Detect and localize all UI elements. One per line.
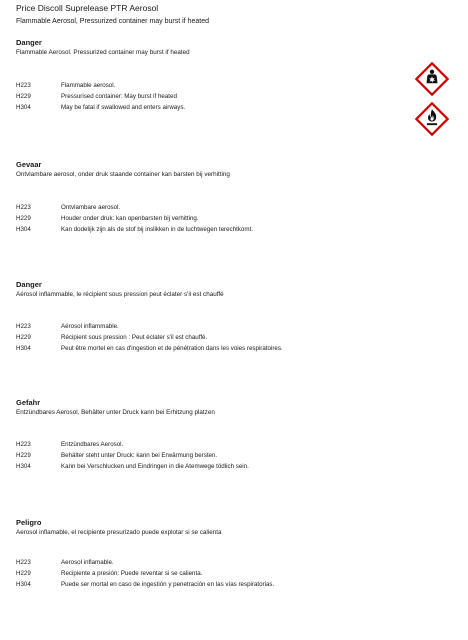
hazard-code: H304 <box>16 345 31 352</box>
hazard-statement <box>16 80 416 91</box>
section-summary: Entzündbares Aerosol, Behälter unter Druck kann bei Erhitzung platzen <box>16 409 215 416</box>
hazard-code: H229 <box>16 215 31 222</box>
hazard-text: Kan dodelijk zijn als de stof bij inslikken in de luchtwegen terechtkomt. <box>61 226 253 233</box>
hazard-code: H304 <box>16 463 31 470</box>
section-french <box>16 280 416 354</box>
hazard-text: Aerosol inflamable. <box>61 559 114 566</box>
hazard-text: Peut être mortel en cas d'ingestion et de pénétration dans les voies respiratoires. <box>61 345 283 352</box>
ghs08-health-hazard-icon <box>415 62 449 96</box>
hazard-statement-list <box>16 80 416 113</box>
section-english <box>16 38 416 113</box>
hazard-statement <box>16 332 416 343</box>
hazard-code: H223 <box>16 82 31 89</box>
document-title: Price Discoll Suprelease PTR Aerosol <box>16 3 159 13</box>
hazard-code: H304 <box>16 581 31 588</box>
hazard-statement-list <box>16 321 416 354</box>
hazard-text: Kann bei Verschlucken und Eindringen in die Atemwege tödlich sein. <box>61 463 249 470</box>
hazard-text: Recipiente a presión: Puede reventar si se calienta. <box>61 570 203 577</box>
hazard-code: H229 <box>16 570 31 577</box>
section-heading: Gefahr <box>16 398 41 407</box>
hazard-text: Behälter steht unter Druck: kann bei Erwärmung bersten. <box>61 452 218 459</box>
ghs02-flame-icon <box>415 102 449 136</box>
hazard-statement <box>16 568 416 579</box>
hazard-statement-list <box>16 202 416 235</box>
hazard-statement <box>16 321 416 332</box>
hazard-statement <box>16 224 416 235</box>
hazard-statement <box>16 461 416 472</box>
section-summary: Aérosol inflammable, le récipient sous pression peut éclater s'il est chauffé <box>16 291 224 298</box>
section-heading: Danger <box>16 38 42 47</box>
ghs-pictograms <box>415 62 451 142</box>
hazard-text: Houder onder druk: kan openbarsten bij verhitting. <box>61 215 199 222</box>
section-summary: Aerosol inflamable, el recipiente presurizado puede explotar si se calienta <box>16 529 222 536</box>
hazard-statement <box>16 91 416 102</box>
hazard-code: H223 <box>16 323 31 330</box>
hazard-statement-list <box>16 439 416 472</box>
hazard-text: Ontvlambare aerosol. <box>61 204 121 211</box>
section-summary: Ontvlambare aerosol, onder druk staande container kan barsten bij verhitting <box>16 171 230 178</box>
section-heading: Gevaar <box>16 160 42 169</box>
hazard-text: Puede ser mortal en caso de ingestión y penetración en las vías respiratorias. <box>61 581 275 588</box>
section-dutch <box>16 160 416 235</box>
hazard-code: H229 <box>16 334 31 341</box>
hazard-code: H229 <box>16 93 31 100</box>
hazard-code: H229 <box>16 452 31 459</box>
section-heading: Peligro <box>16 518 42 527</box>
hazard-code: H223 <box>16 441 31 448</box>
hazard-code: H304 <box>16 104 31 111</box>
section-summary: Flammable Aerosol. Pressurized container may burst if heated <box>16 49 190 56</box>
hazard-statement <box>16 102 416 113</box>
hazard-text: Flammable aerosol. <box>61 82 116 89</box>
hazard-text: May be fatal if swallowed and enters airways. <box>61 104 186 111</box>
hazard-text: Récipient sous pression : Peut éclater s'il est chauffé. <box>61 334 208 341</box>
hazard-statement <box>16 202 416 213</box>
hazard-code: H304 <box>16 226 31 233</box>
document-subtitle: Flammable Aerosol, Pressurized container may burst if heated <box>16 18 209 25</box>
section-heading: Danger <box>16 280 42 289</box>
hazard-code: H223 <box>16 204 31 211</box>
hazard-statement <box>16 450 416 461</box>
hazard-text: Pressurised container: May burst if heated <box>61 93 177 100</box>
hazard-statement <box>16 213 416 224</box>
hazard-code: H223 <box>16 559 31 566</box>
hazard-statement-list <box>16 557 416 590</box>
hazard-text: Entzündbares Aerosol. <box>61 441 124 448</box>
hazard-text: Aérosol inflammable. <box>61 323 119 330</box>
section-german <box>16 398 416 472</box>
section-spanish <box>16 518 416 590</box>
hazard-statement <box>16 579 416 590</box>
hazard-statement <box>16 343 416 354</box>
hazard-statement <box>16 557 416 568</box>
hazard-statement <box>16 439 416 450</box>
